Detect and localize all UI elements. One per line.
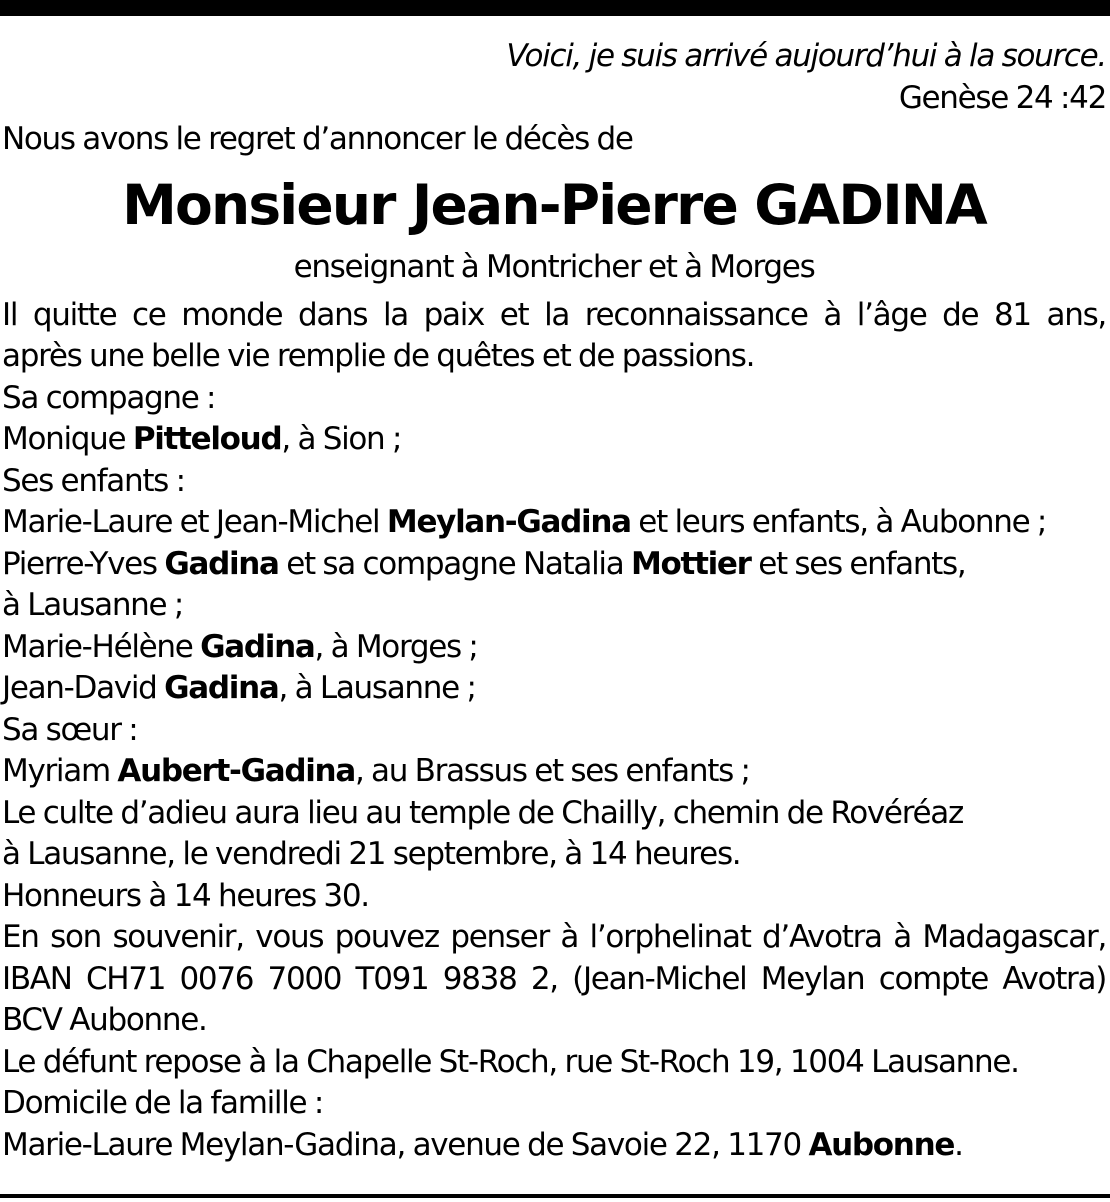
child-2-partner-surname: Mottier [631, 545, 751, 582]
child-4-location: , à Lausanne ; [278, 670, 476, 706]
companion-heading: Sa compagne : [2, 379, 216, 416]
donation-line-1: En son souvenir, vous pouvez penser à l’orphelinat d’Avotra à Madagascar, [2, 919, 1106, 955]
child-3-location: , à Morges ; [314, 628, 478, 665]
donation-line-3: BCV Aubonne. [2, 1002, 207, 1038]
obituary-notice [2, 36, 1106, 1166]
donation-line-2: IBAN CH71 0076 7000 T091 9838 2, (Jean-Michel Meylan compte Avotra) [2, 960, 1106, 997]
child-1-surname: Meylan-Gadina [386, 504, 631, 540]
companion-first-name: Monique [2, 421, 126, 457]
top-rule [0, 0, 1110, 16]
child-entry-4 [2, 668, 1106, 710]
tribute-line-2: après une belle vie remplie de quêtes et de passions. [2, 338, 755, 374]
family-home-street: Marie-Laure Meylan-Gadina, avenue de Savoie 22, 1170 [2, 1126, 801, 1163]
tribute-line-1: Il quitte ce monde dans la paix et la reconnaissance à l’âge de 81 ans, [2, 296, 1106, 333]
children-heading: Ses enfants : [2, 462, 185, 499]
child-2-name: Pierre-Yves [2, 545, 157, 582]
companion-location: , à Sion ; [281, 421, 402, 457]
sister-first-name: Myriam [2, 753, 110, 789]
sister-surname: Aubert-Gadina [117, 753, 355, 789]
child-4-name: Jean-David [2, 670, 157, 706]
repose-line: Le défunt repose à la Chapelle St-Roch, rue St-Roch 19, 1004 Lausanne. [2, 1043, 1019, 1080]
family-home-town: Aubonne [808, 1126, 955, 1163]
sister-entry [2, 751, 1106, 793]
intro-line: Nous avons le regret d’annoncer le décès de [2, 121, 633, 157]
service-line-2: à Lausanne, le vendredi 21 septembre, à 14 heures. [2, 836, 741, 872]
deceased-profession: enseignant à Montricher et à Morges [293, 248, 815, 285]
family-home-end: . [954, 1126, 963, 1163]
child-3-surname: Gadina [200, 628, 315, 665]
child-entry-2-location: à Lausanne ; [2, 587, 183, 623]
child-4-surname: Gadina [164, 670, 279, 706]
family-home-heading: Domicile de la famille : [2, 1085, 324, 1121]
honours-line: Honneurs à 14 heures 30. [2, 877, 369, 914]
child-entry-1 [2, 502, 1106, 544]
sister-heading: Sa sœur : [2, 711, 138, 748]
sister-details: , au Brassus et ses enfants ; [354, 753, 750, 789]
companion-surname: Pitteloud [132, 421, 282, 457]
child-entry-2 [2, 544, 1106, 586]
companion-entry [2, 419, 1106, 461]
child-2-details: et ses enfants, [758, 545, 966, 582]
epigraph-quote: Voici, je suis arrivé aujourd’hui à la source. [506, 38, 1106, 74]
epigraph-reference: Genèse 24 :42 [898, 79, 1106, 116]
child-2-partner: et sa compagne Natalia [286, 545, 624, 582]
deceased-name: Monsieur Jean-Pierre GADINA [122, 172, 986, 237]
service-line-1: Le culte d’adieu aura lieu au temple de Chailly, chemin de Rovéréaz [2, 794, 963, 831]
child-3-name: Marie-Hélène [2, 628, 193, 665]
bottom-rule [0, 1194, 1110, 1198]
child-1-names: Marie-Laure et Jean-Michel [2, 504, 380, 540]
child-1-details: et leurs enfants, à Aubonne ; [638, 504, 1047, 540]
child-entry-3 [2, 627, 1106, 669]
family-home-address [2, 1125, 1106, 1167]
child-2-surname: Gadina [164, 545, 279, 582]
